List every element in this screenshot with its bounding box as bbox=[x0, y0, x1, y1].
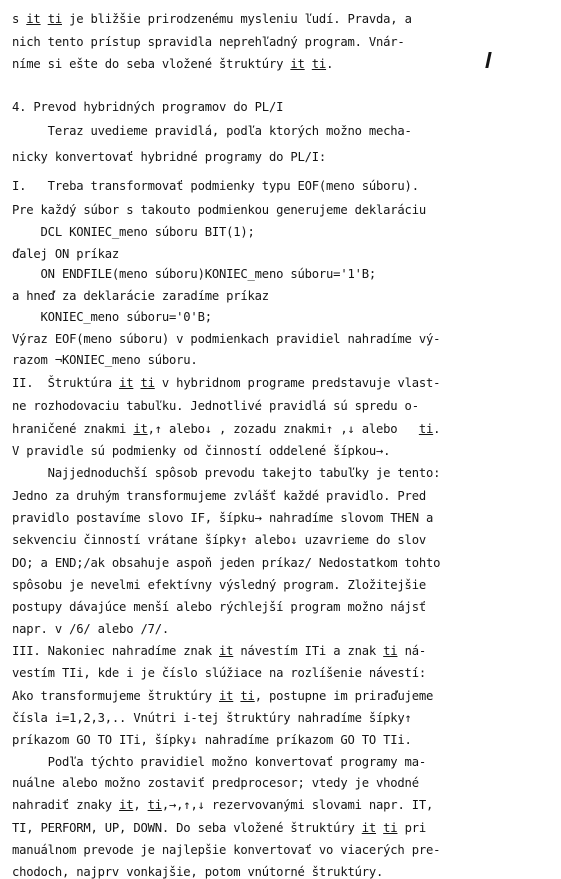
text-line bbox=[12, 13, 412, 25]
text-segment: II. Štruktúra bbox=[12, 376, 120, 390]
underlined-keyword: it bbox=[119, 376, 134, 390]
text-segment: Podľa týchto pravidiel možno konvertovať programy ma- bbox=[12, 755, 426, 769]
underlined-keyword: it bbox=[361, 821, 377, 835]
text-segment: 4. Prevod hybridných programov do PL/I bbox=[12, 100, 284, 114]
text-line bbox=[12, 690, 433, 702]
underlined-keyword: it bbox=[133, 422, 148, 436]
text-line bbox=[12, 226, 255, 238]
text-line bbox=[12, 756, 426, 768]
text-segment bbox=[41, 12, 48, 26]
text-line bbox=[12, 377, 440, 389]
text-line bbox=[12, 36, 405, 48]
text-line bbox=[12, 151, 326, 163]
text-line bbox=[12, 579, 426, 591]
text-segment: ďalej ON príkaz bbox=[12, 247, 120, 261]
text-segment: manuálnom prevode je najlepšie konvertovať vo viacerých pre- bbox=[12, 843, 441, 857]
underlined-keyword: it bbox=[219, 689, 234, 703]
text-segment: sekvenciu činností vrátane šípky↑ alebo↓ uzavrieme do slov bbox=[12, 533, 426, 547]
text-line bbox=[12, 290, 269, 302]
text-segment: níme si ešte do seba vložené štruktúry bbox=[12, 57, 291, 71]
text-line bbox=[12, 333, 440, 345]
text-line bbox=[12, 180, 419, 192]
text-segment: KONIEC_meno súboru='0'B; bbox=[12, 310, 212, 324]
text-segment: pri bbox=[397, 821, 427, 835]
text-segment: ne rozhodovaciu tabuľku. Jednotlivé pravidlá sú spredu o- bbox=[12, 399, 419, 413]
text-line bbox=[12, 400, 419, 412]
text-line bbox=[12, 248, 119, 260]
text-line bbox=[12, 445, 390, 457]
text-segment: príkazom GO TO ITi, šípky↓ nahradíme príkazom GO TO TIi. bbox=[12, 733, 412, 747]
text-line bbox=[12, 799, 433, 811]
text-line bbox=[12, 268, 376, 280]
text-segment bbox=[305, 57, 312, 71]
underlined-keyword: it bbox=[26, 12, 41, 26]
text-line bbox=[12, 423, 440, 435]
underlined-keyword: ti bbox=[140, 376, 155, 390]
text-segment: v hybridnom programe predstavuje vlast- bbox=[154, 376, 441, 390]
text-line bbox=[12, 645, 426, 657]
text-segment: DO; a END;/ak obsahuje aspoň jeden príkaz/ Nedostatkom tohto bbox=[12, 556, 441, 570]
text-segment: . bbox=[433, 422, 441, 436]
text-segment: s bbox=[12, 12, 27, 26]
text-segment: postupy dávajúce menší alebo rýchlejší program možno nájsť bbox=[12, 600, 426, 614]
underlined-keyword: ti bbox=[147, 798, 162, 812]
underlined-keyword: ti bbox=[240, 689, 255, 703]
text-line bbox=[12, 844, 440, 856]
underlined-keyword: ti bbox=[383, 821, 398, 835]
text-segment: I. Treba transformovať podmienky typu EOF(meno súboru). bbox=[12, 179, 419, 193]
text-segment: , bbox=[133, 798, 148, 812]
text-segment: ná- bbox=[397, 644, 427, 658]
text-segment: chodoch, najprv vonkajšie, potom vnútorné štruktúry. bbox=[12, 865, 384, 879]
text-line bbox=[12, 354, 198, 366]
underlined-keyword: ti bbox=[383, 644, 398, 658]
underlined-keyword: it bbox=[219, 644, 234, 658]
text-line bbox=[12, 557, 440, 569]
text-segment: . bbox=[326, 57, 334, 71]
text-line bbox=[12, 534, 426, 546]
text-segment: nahradiť znaky bbox=[12, 798, 120, 812]
text-line bbox=[12, 101, 283, 113]
text-segment: TI, PERFORM, UP, DOWN. Do seba vložené štruktúry bbox=[12, 821, 362, 835]
text-segment: Ako transformujeme štruktúry bbox=[12, 689, 219, 703]
underlined-keyword: ti bbox=[47, 12, 62, 26]
text-segment: čísla i=1,2,3,.. Vnútri i-tej štruktúry nahradíme šípky↑ bbox=[12, 711, 412, 725]
text-line bbox=[12, 734, 412, 746]
text-segment: III. Nakoniec nahradíme znak bbox=[12, 644, 219, 658]
text-segment: Najjednoduchší spôsob prevodu takejto tabuľky je tento: bbox=[12, 466, 441, 480]
underlined-keyword: it bbox=[290, 57, 305, 71]
text-line bbox=[12, 512, 433, 524]
text-segment: nuálne alebo možno zostaviť predprocesor; vtedy je vhodné bbox=[12, 776, 419, 790]
text-segment: návestím ITi a znak bbox=[233, 644, 384, 658]
text-segment: pravidlo postavíme slovo IF, šípku→ nahradíme slovom THEN a bbox=[12, 511, 434, 525]
text-line bbox=[12, 58, 333, 70]
text-segment: ,↑ alebo↓ , zozadu znakmi↑ ,↓ alebo bbox=[147, 422, 419, 436]
text-line bbox=[12, 623, 169, 635]
text-line bbox=[12, 866, 383, 878]
text-segment: , postupne im priraďujeme bbox=[254, 689, 434, 703]
text-segment: Výraz EOF(meno súboru) v podmienkach pravidiel nahradíme vý- bbox=[12, 332, 441, 346]
text-segment: ,→,↑,↓ rezervovanými slovami napr. IT, bbox=[161, 798, 434, 812]
text-segment: Jedno za druhým transformujeme zvlášť každé pravidlo. Pred bbox=[12, 489, 426, 503]
text-segment: je bližšie prirodzenému mysleniu ľudí. Pravda, a bbox=[61, 12, 412, 26]
text-segment: Teraz uvedieme pravidlá, podľa ktorých možno mecha- bbox=[12, 124, 412, 138]
text-line bbox=[12, 777, 419, 789]
text-segment: nicky konvertovať hybridné programy do PL/I: bbox=[12, 150, 327, 164]
text-segment: Pre každý súbor s takouto podmienkou generujeme deklaráciu bbox=[12, 203, 426, 217]
text-segment: nich tento prístup spravidla neprehľadný program. Vnár- bbox=[12, 35, 405, 49]
text-segment: a hneď za deklarácie zaradíme príkaz bbox=[12, 289, 269, 303]
text-line bbox=[12, 601, 426, 613]
text-segment: vestím TIi, kde i je číslo slúžiace na rozlíšenie návestí: bbox=[12, 666, 426, 680]
text-line bbox=[12, 667, 426, 679]
text-segment: DCL KONIEC_meno súboru BIT(1); bbox=[12, 225, 255, 239]
text-segment: ON ENDFILE(meno súboru)KONIEC_meno súboru='1'B; bbox=[12, 267, 377, 281]
underlined-keyword: ti bbox=[311, 57, 327, 71]
text-line bbox=[12, 125, 412, 137]
text-segment: spôsobu je nevelmi efektívny výsledný program. Zložitejšie bbox=[12, 578, 426, 592]
text-segment: napr. v /6/ alebo /7/. bbox=[12, 622, 170, 636]
text-line bbox=[12, 467, 440, 479]
text-line bbox=[12, 204, 426, 216]
text-segment: razom ¬KONIEC_meno súboru. bbox=[12, 353, 198, 367]
text-segment: hraničené znakmi bbox=[12, 422, 134, 436]
underlined-keyword: ti bbox=[418, 422, 434, 436]
text-line bbox=[12, 490, 426, 502]
text-segment: V pravidle sú podmienky od činností oddelené šípkou→. bbox=[12, 444, 391, 458]
text-line bbox=[12, 712, 412, 724]
text-line bbox=[12, 311, 212, 323]
underlined-keyword: it bbox=[119, 798, 134, 812]
text-line bbox=[12, 822, 426, 834]
